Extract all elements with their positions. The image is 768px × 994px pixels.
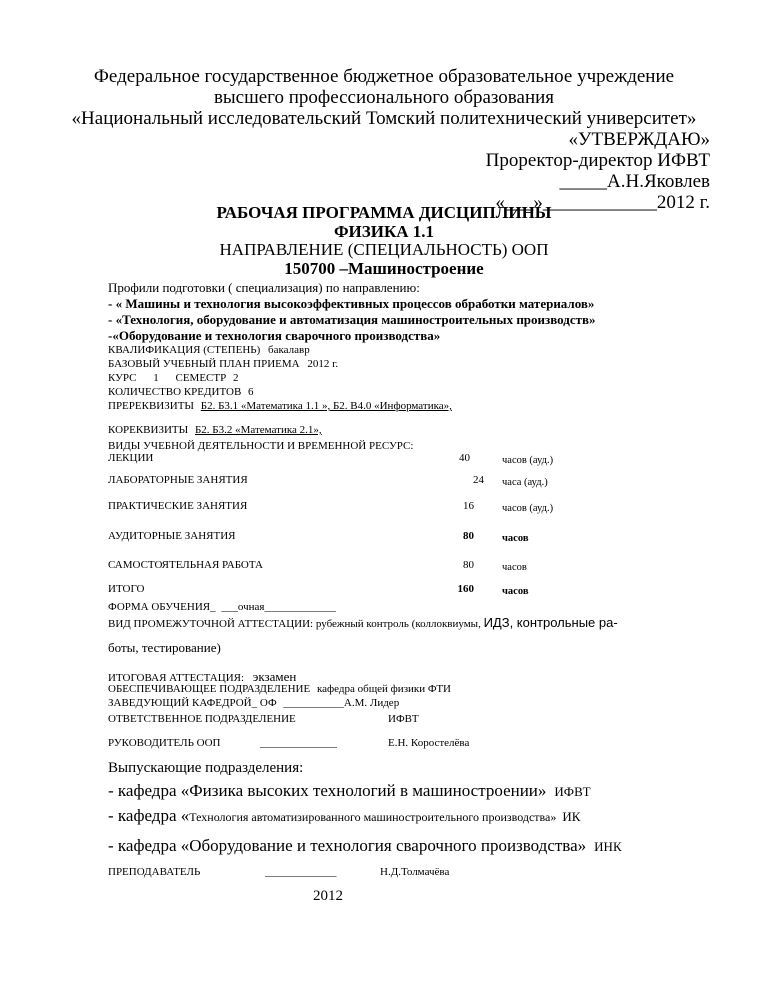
approval-title: «УТВЕРЖДАЮ» [568, 129, 710, 150]
discipline-name: ФИЗИКА 1.1 [333, 222, 435, 241]
plan-value: 2012 г. [307, 358, 339, 370]
teacher-line: _____________ [265, 866, 337, 878]
graduating-item-name: - кафедра «Оборудование и технология сварочного производства» [108, 836, 587, 855]
head-value: ___________А.М. Лидер [283, 697, 400, 709]
footer-year: 2012 [313, 888, 343, 904]
approval-date: «___»____________2012 г. [495, 192, 710, 213]
interim-attestation-row [108, 615, 618, 630]
providing-unit-row [108, 683, 451, 695]
providing-label: ОБЕСПЕЧИВАЮЩЕЕ ПОДРАЗДЕЛЕНИЕ [108, 683, 311, 695]
activity-label-classroom: АУДИТОРНЫЕ ЗАНЯТИЯ [108, 530, 236, 542]
course-row [108, 372, 238, 384]
qualification-value: бакалавр [268, 344, 310, 356]
approval-signature: _____А.Н.Яковлев [559, 171, 710, 192]
study-form-label: ФОРМА ОБУЧЕНИЯ_ [108, 601, 216, 613]
institution-line-1: Федеральное государственное бюджетное образовательное учреждение [93, 66, 675, 87]
qualification-row [108, 344, 310, 356]
profile-item: -«Оборудование и технология сварочного производства» [108, 328, 441, 343]
plan-row [108, 358, 338, 370]
oop-head-label: РУКОВОДИТЕЛЬ ООП [108, 737, 221, 749]
course-value: 1 [153, 372, 159, 384]
activities-title: ВИДЫ УЧЕБНОЙ ДЕЯТЕЛЬНОСТИ И ВРЕМЕННОЙ РЕСУРС: [108, 440, 414, 452]
providing-value: кафедра общей физики ФТИ [316, 683, 451, 695]
graduating-item-institute: ИНК [594, 839, 622, 854]
activity-label-labs: ЛАБОРАТОРНЫЕ ЗАНЯТИЯ [108, 474, 248, 486]
head-of-department-row [108, 697, 399, 709]
graduating-title: Выпускающие подразделения: [108, 760, 304, 776]
activity-label-total: ИТОГО [108, 583, 145, 595]
graduating-item-name: - кафедра «Физика высоких технологий в машиностроении» [108, 781, 547, 800]
head-label: ЗАВЕДУЮЩИЙ КАФЕДРОЙ_ ОФ [108, 697, 277, 709]
activity-unit-classroom: часов [502, 533, 529, 544]
corequisites-row [108, 424, 322, 436]
graduating-item-prefix: - кафедра « [108, 806, 190, 825]
credits-value: 6 [248, 386, 254, 398]
institution-line-2: высшего профессионального образования [213, 87, 555, 108]
activity-value-practice: 16 [463, 500, 474, 512]
course-label: КУРС [108, 372, 137, 384]
qualification-label: КВАЛИФИКАЦИЯ (СТЕПЕНЬ) [108, 344, 261, 356]
direction-label: НАПРАВЛЕНИЕ (СПЕЦИАЛЬНОСТЬ) ООП [219, 240, 549, 259]
teacher-label: ПРЕПОДАВАТЕЛЬ [108, 866, 201, 878]
activity-value-labs: 24 [473, 474, 484, 486]
activity-label-practice: ПРАКТИЧЕСКИЕ ЗАНЯТИЯ [108, 500, 248, 512]
interim-value-part2: ИДЗ, контрольные ра- [483, 615, 618, 630]
final-label: ИТОГОВАЯ АТТЕСТАЦИЯ: [108, 672, 245, 684]
profile-item: - « Машины и технология высокоэффективных процессов обработки материалов» [108, 296, 595, 311]
graduating-item [108, 781, 591, 801]
activity-unit-selfstudy: часов [502, 562, 527, 573]
study-form-row [108, 601, 336, 613]
oop-head-name: Е.Н. Коростелёва [388, 737, 470, 749]
activity-label-lectures: ЛЕКЦИИ [108, 452, 154, 464]
plan-label: БАЗОВЫЙ УЧЕБНЫЙ ПЛАН ПРИЕМА [108, 358, 300, 370]
graduating-item [108, 806, 580, 826]
graduating-item-institute: ИК [562, 809, 581, 824]
interim-value-part1: рубежный контроль (коллоквиумы, [315, 618, 481, 630]
prerequisites-label: ПРЕРЕКВИЗИТЫ [108, 400, 195, 412]
graduating-item-institute: ИФВТ [554, 784, 591, 799]
activity-value-lectures: 40 [459, 452, 470, 464]
oop-head-line: ______________ [260, 737, 337, 749]
final-value: экзамен [252, 669, 297, 684]
prerequisites-value: Б2. Б3.1 «Математика 1.1 », Б2. В4.0 «Информатика», [200, 400, 452, 412]
activity-value-selfstudy: 80 [463, 559, 474, 571]
profile-item: - «Технология, оборудование и автоматизация машиностроительных производств» [108, 312, 596, 327]
direction-value: 150700 –Машиностроение [284, 259, 484, 278]
activity-value-classroom: 80 [463, 530, 474, 542]
corequisites-label: КОРЕКВИЗИТЫ [108, 424, 189, 436]
teacher-name: Н.Д.Толмачёва [380, 866, 450, 878]
graduating-item [108, 836, 622, 856]
graduating-item-name: Технология автоматизированного машиностроительного производства» [189, 810, 557, 824]
semester-label: СЕМЕСТР [175, 372, 227, 384]
institution-line-3: «Национальный исследовательский Томский политехнический университет» [71, 108, 697, 129]
activity-unit-total: часов [502, 586, 529, 597]
approval-position: Проректор-директор ИФВТ [485, 150, 710, 171]
prerequisites-row [108, 400, 452, 412]
credits-row [108, 386, 254, 398]
credits-label: КОЛИЧЕСТВО КРЕДИТОВ [108, 386, 242, 398]
activity-value-total: 160 [457, 583, 474, 595]
corequisites-value: Б2. Б3.2 «Математика 2.1», [194, 424, 322, 436]
program-title: РАБОЧАЯ ПРОГРАММА ДИСЦИПЛИНЫ [216, 203, 552, 222]
activity-unit-labs: часа (ауд.) [502, 477, 548, 488]
activity-unit-practice: часов (ауд.) [502, 503, 554, 514]
semester-value: 2 [232, 372, 239, 384]
interim-value-line2: боты, тестирование) [108, 640, 221, 655]
responsible-value: ИФВТ [388, 713, 419, 725]
study-form-value: ___очная_____________ [221, 601, 336, 613]
interim-label: ВИД ПРОМЕЖУТОЧНОЙ АТТЕСТАЦИИ: [108, 618, 314, 630]
activity-unit-lectures: часов (ауд.) [502, 455, 554, 466]
responsible-label: ОТВЕТСТВЕННОЕ ПОДРАЗДЕЛЕНИЕ [108, 713, 296, 725]
profiles-intro: Профили подготовки ( специализация) по направлению: [108, 280, 420, 295]
activity-label-selfstudy: САМОСТОЯТЕЛЬНАЯ РАБОТА [108, 559, 263, 571]
